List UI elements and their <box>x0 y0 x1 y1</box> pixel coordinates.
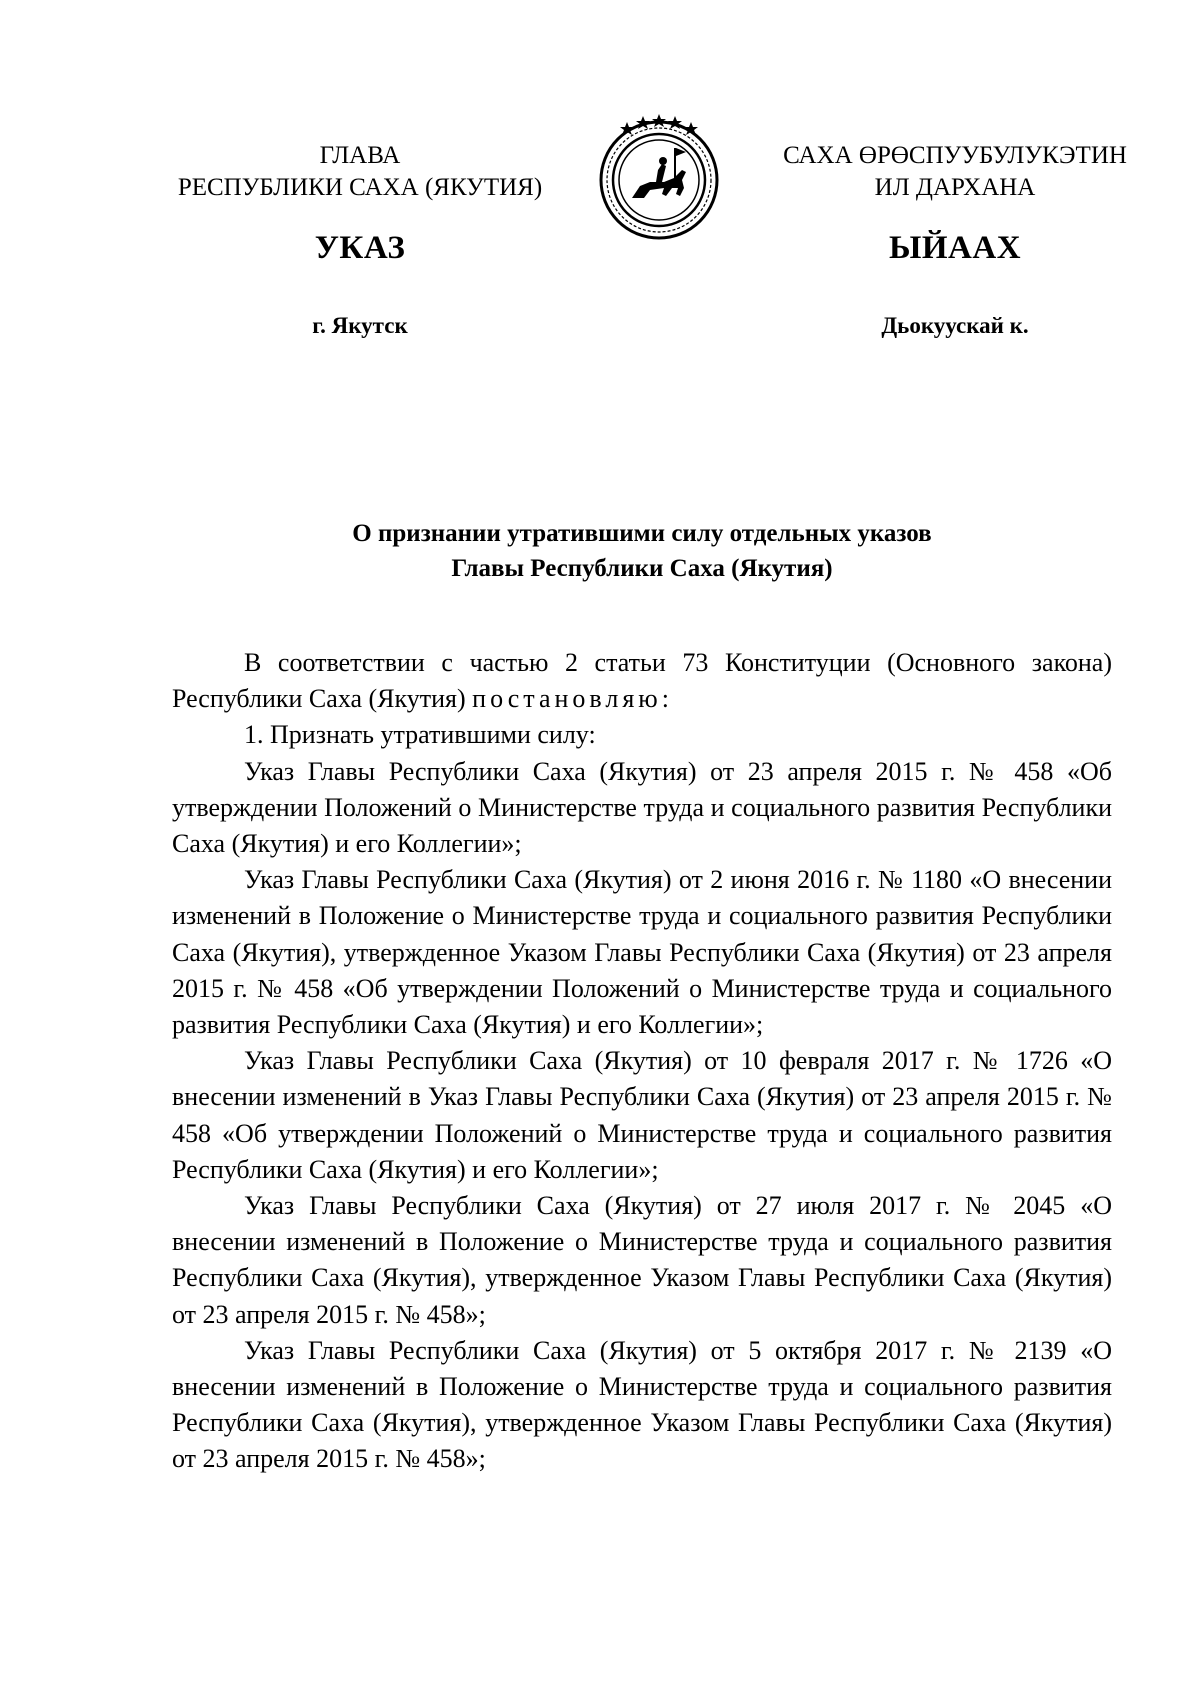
decree-label-sakha: ЫЙААХ <box>888 230 1022 266</box>
header-right-line2: ИЛ ДАРХАНА <box>874 174 1036 201</box>
republic-sakha-emblem-icon <box>592 108 726 242</box>
decree-label-ru: УКАЗ <box>314 230 406 266</box>
header-left <box>150 140 570 204</box>
decree-item: Указ Главы Республики Саха (Якутия) от 27 июля 2017 г. № 2045 «О внесении изменений в Положение о Министерстве труда и социального развития Республики Саха (Якутия), утвержденное Указом Главы Республики Саха (Якутия) от 23 апреля 2015 г. № 458»; <box>172 1191 1112 1329</box>
intro-text: В соответствии с частью 2 статьи 73 Конституции (Основного закона) Республики Саха (Якутия) <box>172 648 1112 714</box>
header-right <box>745 140 1165 204</box>
document-title-line2: Главы Республики Саха (Якутия) <box>451 555 833 582</box>
decree-item: Указ Главы Республики Саха (Якутия) от 5 октября 2017 г. № 2139 «О внесении изменений в Положение о Министерстве труда и социального развития Республики Саха (Якутия), утвержденное Указом Главы Республики Саха (Якутия) от 23 апреля 2015 г. № 458»; <box>172 1335 1112 1474</box>
decree-item: Указ Главы Республики Саха (Якутия) от 2 июня 2016 г. № 1180 «О внесении изменений в Положение о Министерстве труда и социального развития Республики Саха (Якутия), утвержденное Указом Главы Республики Саха (Якутия) от 23 апреля 2015 г. № 458 «Об утверждении Положений о Министерстве труда и социального развития Республики Саха (Якутия) и его Коллегии»; <box>172 865 1112 1040</box>
header-right-line1: САХА ӨРӨСПУУБУЛУКЭТИН <box>783 142 1127 169</box>
intro-paragraph <box>172 645 1112 717</box>
item-1-paragraph: 1. Признать утратившими силу: <box>244 720 596 750</box>
document-title <box>172 516 1112 586</box>
document-title-line1: О признании утратившими силу отдельных указов <box>352 520 932 547</box>
decree-item: Указ Главы Республики Саха (Якутия) от 10 февраля 2017 г. № 1726 «О внесении изменений в Указ Главы Республики Саха (Якутия) от 23 апреля 2015 г. № 458 «Об утверждении Положений о Министерстве труда и социального развития Республики Саха (Якутия) и его Коллегии»; <box>172 1046 1112 1184</box>
city-label-sakha: Дьокуускай к. <box>881 313 1029 338</box>
document-body <box>172 645 1112 1478</box>
decree-item: Указ Главы Республики Саха (Якутия) от 23 апреля 2015 г. № 458 «Об утверждении Положений о Министерстве труда и социального развития Республики Саха (Якутия) и его Коллегии»; <box>172 756 1112 859</box>
header-left-line2: РЕСПУБЛИКИ САХА (ЯКУТИЯ) <box>177 174 543 201</box>
city-label-ru: г. Якутск <box>312 313 408 338</box>
intro-spaced-word: постановляю: <box>472 684 673 714</box>
header-left-line1: ГЛАВА <box>319 142 401 169</box>
